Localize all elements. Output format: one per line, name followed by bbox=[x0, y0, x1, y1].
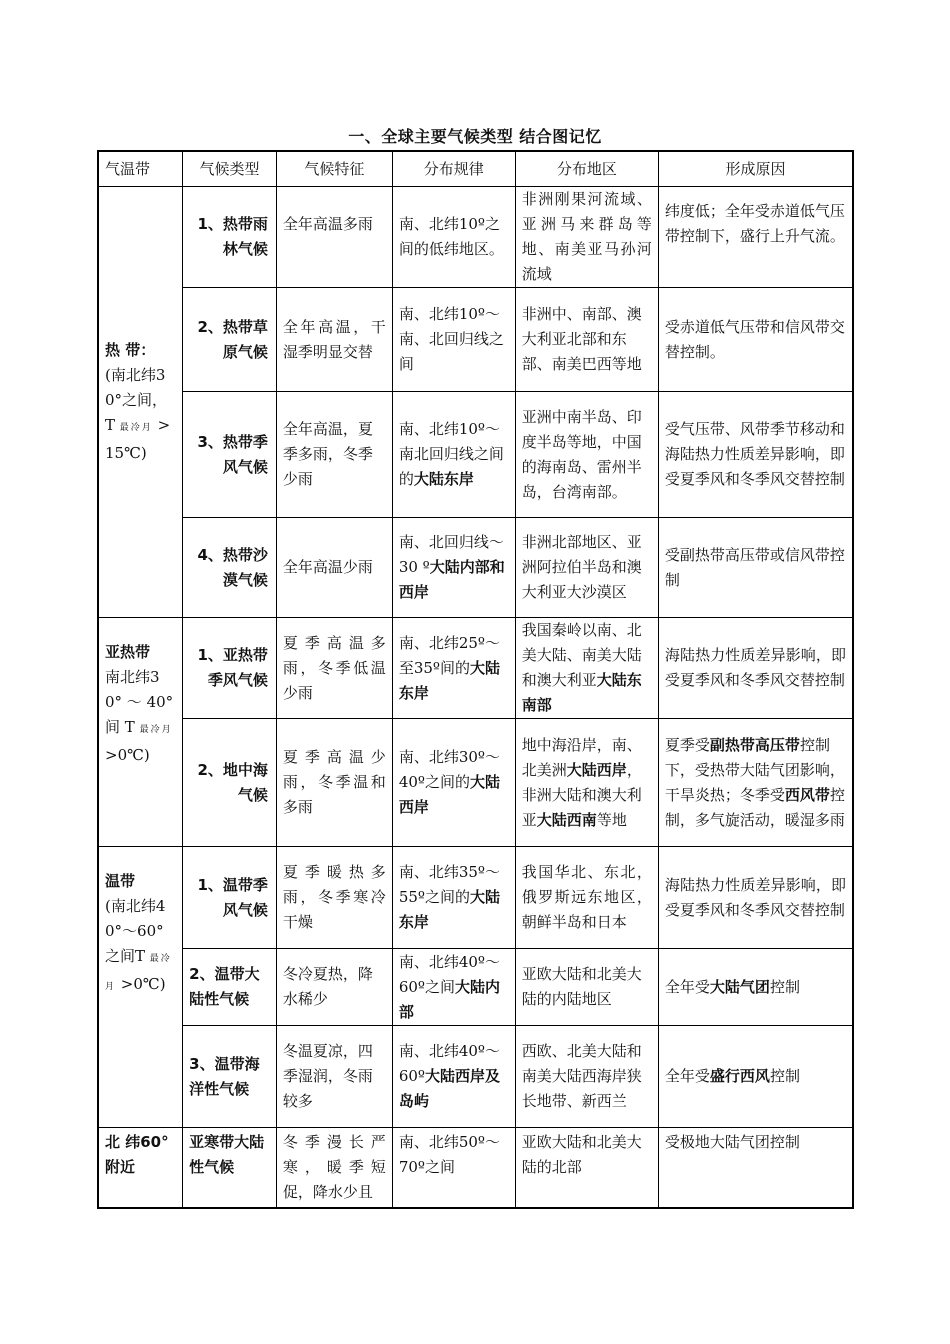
table-row bbox=[98, 518, 853, 618]
table-row bbox=[98, 392, 853, 518]
zone-subarctic bbox=[98, 1128, 183, 1208]
zone-name: 热 带： bbox=[105, 341, 156, 359]
rule-text: 南、北纬35º～55º之间的 bbox=[398, 863, 500, 906]
formation-cause bbox=[658, 719, 853, 847]
zone-tropical bbox=[98, 187, 183, 618]
distribution-region: 西欧、北美大陆和南美大陆西海岸狭长地带、新西兰 bbox=[515, 1026, 658, 1128]
zone-subtropical bbox=[98, 618, 183, 847]
climate-type: 3、热带季风气候 bbox=[183, 392, 277, 518]
rule-bold: 大陆内部和西岸 bbox=[398, 558, 505, 601]
formation-cause bbox=[658, 1026, 853, 1128]
table-row bbox=[98, 288, 853, 392]
zone-desc: (南北纬30°之间，T bbox=[105, 366, 168, 434]
climate-type: 亚寒带大陆性气候 bbox=[183, 1128, 277, 1208]
cause-text: 全年受 bbox=[664, 977, 710, 996]
distribution-rule bbox=[392, 719, 515, 847]
table-row bbox=[98, 949, 853, 1026]
rule-text: 南、北纬10º～南北回归线之间的 bbox=[398, 420, 504, 488]
distribution-rule bbox=[392, 392, 515, 518]
rule-text: 南、北纬25º～至35º间的 bbox=[398, 633, 500, 677]
header-type: 气候类型 bbox=[183, 151, 277, 187]
climate-feature: 夏季高温多雨，冬季低温少雨 bbox=[276, 618, 392, 719]
region-text: 地中海沿岸，南、北美洲 bbox=[521, 735, 642, 779]
rule-text: 南、北纬40º～60º之间 bbox=[398, 952, 500, 996]
formation-cause: 受副热带高压带或信风带控制 bbox=[658, 518, 853, 618]
distribution-rule bbox=[392, 618, 515, 719]
distribution-region bbox=[515, 719, 658, 847]
zone-small: 最冷月 bbox=[139, 725, 173, 735]
cause-text: 控制 bbox=[769, 977, 800, 996]
cause-text: 夏季受 bbox=[664, 735, 710, 754]
climate-feature: 夏季高温少雨，冬季温和多雨 bbox=[276, 719, 392, 847]
rule-bold: 大陆东岸 bbox=[398, 658, 500, 702]
distribution-region: 亚欧大陆和北美大陆的北部 bbox=[515, 1128, 658, 1208]
zone-desc-end: >0℃) bbox=[105, 746, 150, 764]
header-zone: 气温带 bbox=[98, 151, 183, 187]
climate-type: 2、地中海气候 bbox=[183, 719, 277, 847]
distribution-region: 亚洲中南半岛、印度半岛等地，中国的海南岛、雷州半岛，台湾南部。 bbox=[515, 392, 658, 518]
region-bold: 大陆东南部 bbox=[521, 671, 642, 714]
distribution-region bbox=[515, 618, 658, 719]
rule-bold: 大陆西岸 bbox=[398, 773, 500, 816]
zone-desc: 南北纬30° ～ 40° 间 T bbox=[105, 668, 174, 736]
distribution-region: 非洲北部地区、亚洲阿拉伯半岛和澳大利亚大沙漠区 bbox=[515, 518, 658, 618]
rule-bold: 大陆西岸及岛屿 bbox=[398, 1067, 500, 1110]
climate-feature: 全年高温少雨 bbox=[276, 518, 392, 618]
distribution-rule bbox=[392, 847, 515, 949]
distribution-rule bbox=[392, 518, 515, 618]
rule-text: 南、北纬40º～60º bbox=[398, 1042, 500, 1085]
page-title: 一、全球主要气候类型 结合图记忆 bbox=[348, 127, 602, 146]
climate-feature: 冬季漫长严寒，暖季短促，降水少且 bbox=[276, 1128, 392, 1208]
zone-small: 最冷月 bbox=[119, 423, 153, 433]
formation-cause: 受赤道低气压带和信风带交替控制。 bbox=[658, 288, 853, 392]
rule-text: 南、北纬30º～40º之间的 bbox=[398, 748, 500, 791]
zone-small: 最冷月 bbox=[105, 954, 172, 992]
header-cause: 形成原因 bbox=[658, 151, 853, 187]
distribution-region: 非洲中、南部、澳大利亚北部和东部、南美巴西等地 bbox=[515, 288, 658, 392]
climate-feature: 全年高温多雨 bbox=[276, 187, 392, 288]
table-row bbox=[98, 1128, 853, 1208]
formation-cause: 受极地大陆气团控制 bbox=[658, 1128, 853, 1208]
zone-desc-end: >0℃) bbox=[120, 975, 166, 993]
header-region: 分布地区 bbox=[515, 151, 658, 187]
zone-temperate bbox=[98, 847, 183, 1128]
zone-desc-end: >15℃) bbox=[105, 416, 171, 462]
climate-type: 1、热带雨林气候 bbox=[183, 187, 277, 288]
formation-cause bbox=[658, 949, 853, 1026]
distribution-rule: 南、北纬50º～70º之间 bbox=[392, 1128, 515, 1208]
region-bold: 大陆西岸 bbox=[566, 760, 627, 779]
cause-text: 全年受 bbox=[664, 1067, 710, 1085]
climate-table bbox=[97, 150, 854, 1209]
rule-text: 南、北回归线～30 º bbox=[398, 533, 504, 576]
formation-cause: 海陆热力性质差异影响，即受夏季风和冬季风交替控制 bbox=[658, 847, 853, 949]
climate-type: 1、亚热带季风气候 bbox=[183, 618, 277, 719]
table-row bbox=[98, 719, 853, 847]
table-row bbox=[98, 187, 853, 288]
zone-desc: (南北纬40°～60°之间T bbox=[105, 897, 166, 965]
rule-bold: 大陆东岸 bbox=[398, 888, 500, 931]
formation-cause: 海陆热力性质差异影响，即受夏季风和冬季风交替控制 bbox=[658, 618, 853, 719]
distribution-rule bbox=[392, 1026, 515, 1128]
climate-feature: 冬冷夏热，降水稀少 bbox=[276, 949, 392, 1026]
climate-type: 2、热带草原气候 bbox=[183, 288, 277, 392]
climate-feature: 冬温夏凉，四季湿润，冬雨较多 bbox=[276, 1026, 392, 1128]
cause-text: 控制，多气旋活动，暖湿多雨 bbox=[664, 785, 845, 829]
table-row bbox=[98, 847, 853, 949]
header-feature: 气候特征 bbox=[276, 151, 392, 187]
climate-type: 1、温带季风气候 bbox=[183, 847, 277, 949]
cause-text: 控制 bbox=[769, 1067, 800, 1085]
distribution-region: 非洲刚果河流域、亚洲马来群岛等地、南美亚马孙河流域 bbox=[515, 187, 658, 288]
cause-bold: 大陆气团 bbox=[709, 977, 770, 996]
zone-name: 亚热带 bbox=[105, 643, 151, 661]
cause-bold: 副热带高压带 bbox=[709, 735, 800, 754]
climate-feature: 夏季暖热多雨，冬季寒冷干燥 bbox=[276, 847, 392, 949]
header-row bbox=[98, 151, 853, 187]
cause-bold: 西风带 bbox=[784, 785, 830, 804]
zone-name: 温带 bbox=[105, 872, 136, 890]
climate-feature: 全年高温，夏季多雨，冬季少雨 bbox=[276, 392, 392, 518]
cause-text: 控制下，受热带大陆气团影响，干旱炎热；冬季受 bbox=[664, 735, 845, 804]
climate-type: 4、热带沙漠气候 bbox=[183, 518, 277, 618]
distribution-rule: 南、北纬10º之间的低纬地区。 bbox=[392, 187, 515, 288]
distribution-region: 亚欧大陆和北美大陆的内陆地区 bbox=[515, 949, 658, 1026]
rule-bold: 大陆东岸 bbox=[413, 470, 474, 488]
region-text: 等地 bbox=[596, 810, 627, 829]
header-rule: 分布规律 bbox=[392, 151, 515, 187]
climate-feature: 全年高温，干湿季明显交替 bbox=[276, 288, 392, 392]
formation-cause: 纬度低；全年受赤道低气压带控制下，盛行上升气流。 bbox=[658, 187, 853, 288]
region-bold: 大陆西南 bbox=[536, 810, 597, 829]
climate-type: 2、温带大陆性气候 bbox=[183, 949, 277, 1026]
table-row bbox=[98, 618, 853, 719]
region-text: 我国秦岭以南、北美大陆、南美大陆和澳大利亚 bbox=[521, 621, 642, 689]
formation-cause: 受气压带、风带季节移动和海陆热力性质差异影响，即受夏季风和冬季风交替控制 bbox=[658, 392, 853, 518]
cause-bold: 盛行西风 bbox=[709, 1067, 770, 1085]
distribution-rule: 南、北纬10º～南、北回归线之间 bbox=[392, 288, 515, 392]
table-row bbox=[98, 1026, 853, 1128]
region-text: ，非洲大陆和澳大利亚 bbox=[521, 760, 642, 829]
distribution-region: 我国华北、东北，俄罗斯远东地区，朝鲜半岛和日本 bbox=[515, 847, 658, 949]
climate-type: 3、温带海洋性气候 bbox=[183, 1026, 277, 1128]
rule-bold: 大陆内部 bbox=[398, 977, 500, 1021]
distribution-rule bbox=[392, 949, 515, 1026]
zone-name: 北 纬60°附近 bbox=[105, 1133, 169, 1176]
